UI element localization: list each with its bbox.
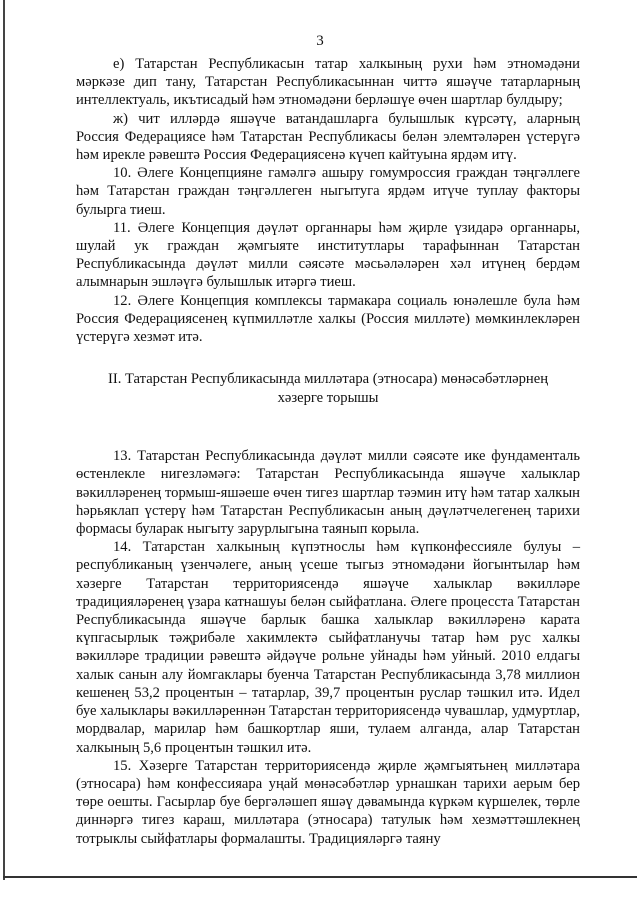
paragraph-13: 13. Татарстан Республикасында дәүләт милли сәясәте ике фундаменталь өстенлекле нигезләмәгә: Татарстан Республикасында яшәүче халыклар вәкилләренең тормыш-яшәеше өчен тигез шартлар тәэмин итү һәм татар халкын һәрьяклап үстерү һәм Татарстан Республикасын аның дәүләтчелегенең тарихи формасы буларак ныгыту зарурлыгына таянып корыла. [76,448,580,538]
section-heading [76,370,580,407]
page-number: 3 [316,33,324,49]
paragraph-11: 11. Әлеге Концепция дәүләт органнары һәм җирле үзидарә органнары, шулай ук граждан җәмгыяте институтлары тарафыннан Татарстан Республикасында дәүләт милли сәясәте мәсьәләләрен хәл итүнең бердәм алымнарын эшләүгә булышлык итәргә тиеш. [76,219,580,291]
scan-edge-left [3,0,5,880]
paragraph-14: 14. Татарстан халкының күпэтнослы һәм күпконфессияле булуы – республиканың үзенчәлеге, аның үсеше тыгыз этномәдәни йогынтылар һәм хәзерге Татарстан территориясендә яшәүче халыклар вәкилләре традицияләренең үзара катнашуы белән сыйфатлана. Әлеге процесста Татарстан Республикасында яшәүче барлык башка халыклар вәкилләренә карата күпгасырлык тәҗрибәле хакимлектә сыйфатланучы татар һәм рус халкы вәкилләре традиции рәвештә әйдәүче рольне уйнады һәм уйный. 2010 елдагы халык санын алу йомгаклары буенча Татарстан Республикасында 3,78 миллион кешенең 53,2 процентын – татарлар, 39,7 процентын руслар тәшкил итә. Идел буе халыклары вәкилләреннән Татарстан территориясендә чувашлар, удмуртлар, мордвалар, марилар һәм башкортлар яши, тулаем алганда, алар Татарстан халкының 5,6 процентын тәшкил итә. [76,539,580,756]
paragraph-10: 10. Әлеге Концепцияне гамәлгә ашыру гомумроссия граждан тәңгәллеге һәм Татарстан граждан тәңгәллеген ныгытуга ярдәм итүче туплау факторы булырга тиеш. [76,165,580,218]
paragraph-zh: ж) чит илләрдә яшәүче ватандашларга булышлык күрсәтү, аларның Россия Федерациясе һәм Татарстан Республикасы белән элемтәләрен үстерүгә һәм ирекле рәвештә Россия Федерациясенә күчеп кайтуына ярдәм итү. [76,110,580,164]
document-body [76,55,580,848]
scan-edge-bottom [3,876,637,878]
section-heading-line-2: хәзерге торышы [277,389,379,406]
paragraph-12: 12. Әлеге Концепция комплексы тармакара социаль юнәлешле була һәм Россия Федерациясенең күпмилләтле халкы (Россия милләте) мөмкинлекләрен үстерүгә хезмәт итә. [76,292,580,346]
paragraph-e: е) Татарстан Республикасын татар халкының рухи һәм этномәдәни мәркәзе дип тану, Татарстан Республикасыннан читтә яшәүче татарларның интеллектуаль, икътисадый һәм этномәдәни берләшүе өчен шартлар булдыру; [76,56,580,109]
section-heading-line-1: II. Татарстан Республикасында милләтара (этносара) мөнәсәбәтләрнең [107,371,549,388]
paragraph-15: 15. Хәзерге Татарстан территориясендә җирле җәмгыятьнең милләтара (этносара) һәм конфессияара уңай мөнәсәбәтләр урнашкан тарихи аерым бер төре оешты. Гасырлар буе бергәләшеп яшәү дәвамында күркәм күршелек, төрле диннәргә тигез караш, милләтара (этносара) татулык һәм хезмәттәшлекнең тотрыклы сыйфатлары формалашты. Традицияләргә таяну [76,757,580,847]
